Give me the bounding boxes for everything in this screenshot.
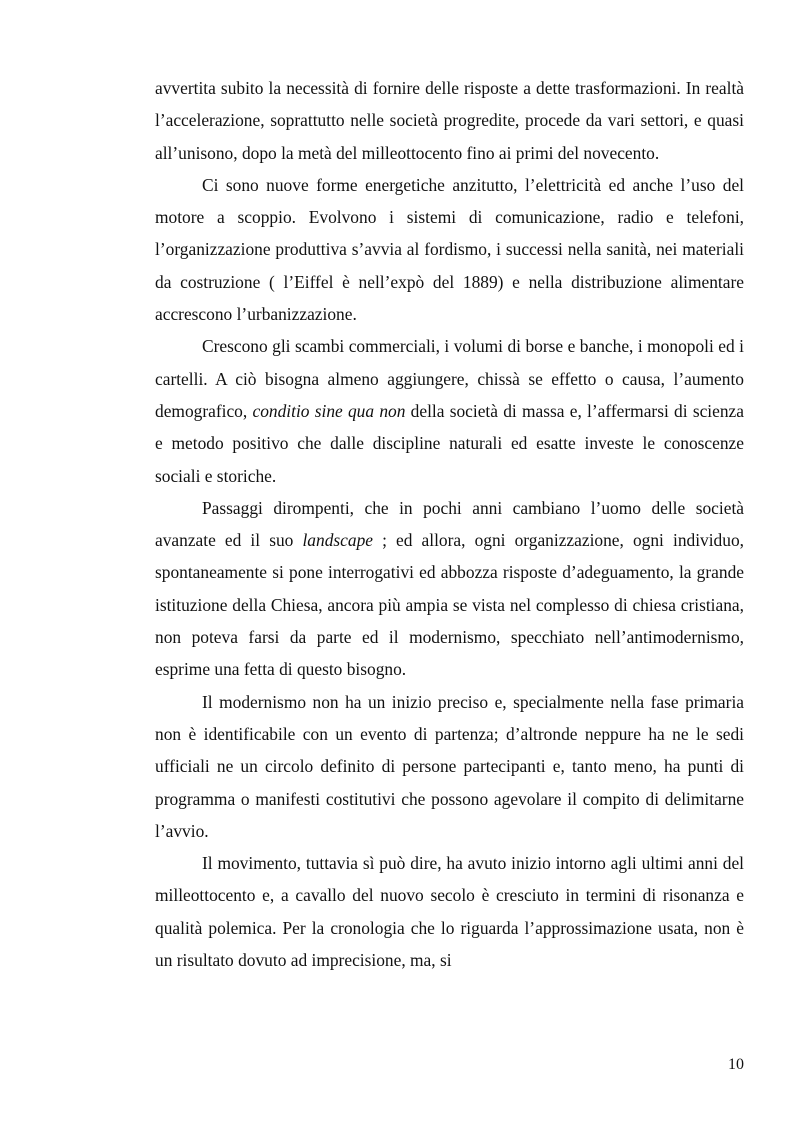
document-body [155, 72, 744, 976]
paragraph-3-italic-phrase: conditio sine qua non [252, 400, 406, 421]
paragraph-4 [155, 492, 744, 686]
paragraph-2-text-1: Ci sono nuove forme energetiche anzitutto, l’elettricità ed anche l’uso del motore a scoppio. Evolvono i sistemi di comunicazione, radio e telefoni, l’organizzazione produttiva s’avvia al fordismo, i successi nella sanità, nei materiali da costruzione ( l’Eiffel è nell’expò del 1889) e nella distribuzione alimentare accrescono l’urbanizzazione. [155, 174, 744, 325]
paragraph-3 [155, 330, 744, 491]
paragraph-5 [155, 686, 744, 847]
page-number: 10 [728, 1056, 744, 1073]
paragraph-1 [155, 72, 744, 169]
paragraph-6-text-1: Il movimento, tuttavia sì può dire, ha avuto inizio intorno agli ultimi anni del milleottocento e, a cavallo del nuovo secolo è cresciuto in termini di risonanza e qualità polemica. Per la cronologia che lo riguarda l’approssimazione usata, non è un risultato dovuto ad imprecisione, ma, si [155, 853, 744, 971]
paragraph-4-italic-word: landscape [302, 530, 373, 551]
paragraph-3-text-2: della società di massa e, l’affermarsi di scienza e metodo positivo che dalle discipline naturali ed esatte investe le conoscenze sociali e storiche. [155, 400, 744, 486]
paragraph-1-text-1: avvertita subito la necessità di fornire delle risposte a dette trasformazioni. In realtà l’accelerazione, soprattutto nelle società progredite, procede da vari settori, e quasi all’unisono, dopo la metà del milleottocento fino ai primi del novecento. [155, 78, 744, 163]
paragraph-4-text-2: ; ed allora, ogni organizzazione, ogni individuo, spontaneamente si pone interrogativi ed abbozza risposte d’adeguamento, la grande istituzione della Chiesa, ancora più ampia se vista nel complesso di chiesa cristiana, non poteva farsi da parte ed il modernismo, specchiato nell’antimodernismo, esprime una fetta di questo bisogno. [155, 530, 744, 680]
paragraph-5-text-1: Il modernismo non ha un inizio preciso e, specialmente nella fase primaria non è identificabile con un evento di partenza; d’altronde neppure ha ne le sedi ufficiali ne un circolo definito di persone partecipanti e, tanto meno, ha punti di programma o manifesti costitutivi che possono agevolare il compito di delimitarne l’avvio. [155, 691, 744, 841]
paragraph-3-text-1: Crescono gli scambi commerciali, i volumi di borse e banche, i monopoli ed i cartelli. A ciò bisogna almeno aggiungere, chissà se effetto o causa, l’aumento demografico, [155, 336, 744, 421]
paragraph-2 [155, 169, 744, 330]
paragraph-4-text-1: Passaggi dirompenti, che in pochi anni cambiano l’uomo delle società avanzate ed il suo [155, 497, 744, 551]
paragraph-6 [155, 847, 744, 976]
